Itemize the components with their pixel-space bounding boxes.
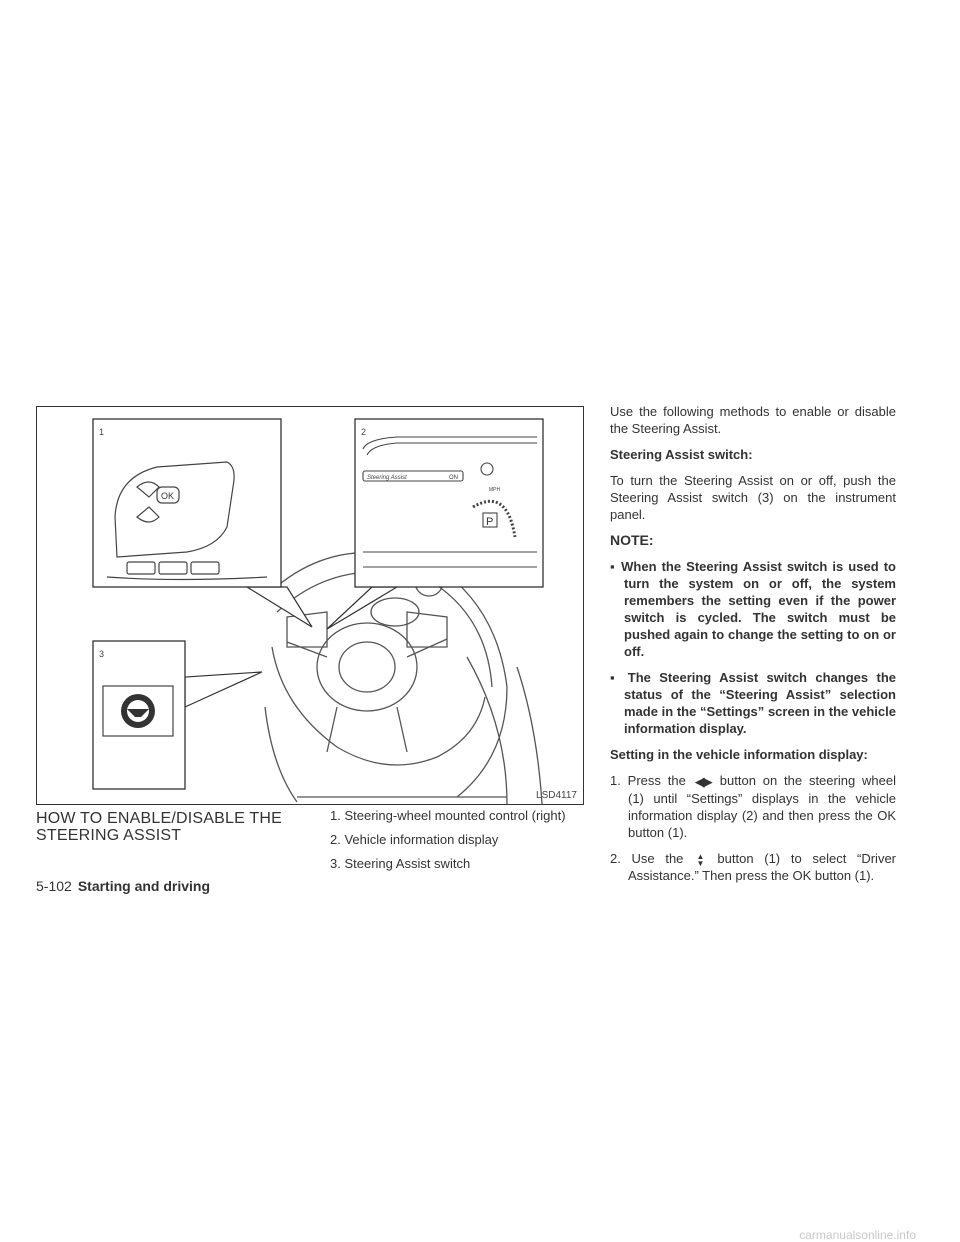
ok-label: OK	[161, 491, 175, 501]
caption-item: 1. Steering-wheel mounted control (right)	[330, 808, 566, 823]
note-bullet: ▪ The Steering Assist switch changes the status of the “Steering Assist” selection made in the “Settings” screen in the vehicle information display.	[610, 670, 896, 736]
callout-3: 3	[99, 649, 105, 659]
up-down-arrows-icon: ▲ ▼	[696, 851, 705, 868]
note-bullet: ▪ When the Steering Assist switch is used to turn the system on or off, the system remembers the setting even if the power switch is cycled. The switch must be pushed again to change the setting to on or off.	[610, 559, 896, 659]
page-footer	[36, 878, 210, 894]
note-label: NOTE:	[610, 532, 654, 548]
intro-paragraph: Use the following methods to enable or disable the Steering Assist.	[610, 404, 896, 436]
inset-steering-assist-switch	[93, 641, 185, 789]
display-heading: Setting in the vehicle information display:	[610, 747, 868, 762]
caption-item: 3. Steering Assist switch	[330, 856, 471, 871]
figure-code: LSD4117	[536, 790, 577, 801]
steering-wheel-drawing	[265, 552, 542, 804]
switch-heading: Steering Assist switch:	[610, 447, 753, 462]
step-item: 2. Use the ▲ ▼ button (1) to select “Driver Assistance.” Then press the OK button (1).	[610, 851, 896, 884]
display-state-label: ON	[449, 475, 458, 481]
section-title: Starting and driving	[77, 878, 211, 894]
steering-wheel-illustration	[37, 407, 583, 804]
step-item: 1. Press the ◀▶ button on the steering wheel (1) until “Settings” displays in the vehicle information display (2) and then press the OK button (1).	[610, 773, 896, 841]
callout-2: 2	[361, 427, 367, 437]
section-heading: HOW TO ENABLE/DISABLE THE STEERING ASSIST	[36, 810, 282, 844]
page-number: 5-102	[36, 878, 72, 894]
speed-unit-label: MPH	[489, 487, 501, 493]
caption-item: 2. Vehicle information display	[330, 832, 499, 847]
watermark: carmanualsonline.info	[799, 1228, 916, 1242]
left-right-arrows-icon: ◀▶	[694, 774, 711, 790]
gear-label: P	[486, 516, 494, 528]
illustration-figure	[36, 406, 584, 805]
switch-paragraph: To turn the Steering Assist on or off, push the Steering Assist switch (3) on the instrument panel.	[610, 473, 896, 522]
inset-vehicle-display	[355, 419, 543, 587]
callout-1: 1	[99, 427, 105, 437]
display-item-label: Steering Assist	[367, 475, 407, 481]
inset-steering-controls	[93, 419, 281, 587]
figure-captions	[330, 808, 590, 880]
body-column	[610, 403, 896, 893]
